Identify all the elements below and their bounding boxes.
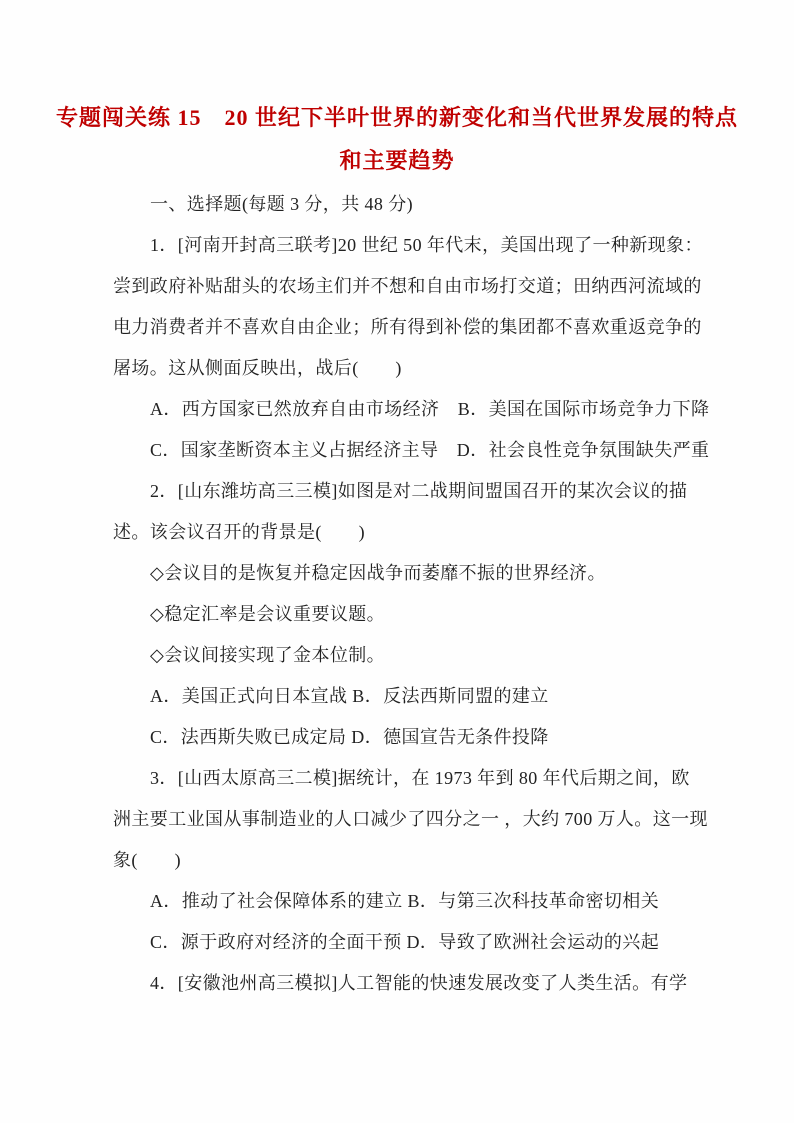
q1-stem-line-4: 屠场。这从侧面反映出，战后( ) [113, 358, 402, 378]
q1-options-cd: C．国家垄断资本主义占据经济主导 D．社会良性竞争氛围缺失严重 [150, 440, 710, 460]
q3-stem-line-1: 3．[山西太原高三二模]据统计，在 1973 年到 80 年代后期之间，欧 [150, 768, 690, 788]
q2-bullet-1: ◇会议目的是恢复并稳定因战争而萎靡不振的世界经济。 [150, 563, 606, 583]
q3-options-ab: A．推动了社会保障体系的建立 B．与第三次科技革命密切相关 [150, 891, 660, 911]
q2-options-ab: A．美国正式向日本宣战 B．反法西斯同盟的建立 [150, 686, 549, 706]
q1-stem-line-1: 1．[河南开封高三联考]20 世纪 50 年代末，美国出现了一种新现象： [150, 235, 703, 255]
q3-stem-line-2: 洲主要工业国从事制造业的人口减少了四分之一 ，大约 700 万人。这一现 [113, 809, 708, 829]
q2-bullet-3: ◇会议间接实现了金本位制。 [150, 645, 386, 665]
q2-stem-line-2: 述。该会议召开的背景是( ) [113, 522, 365, 542]
q2-stem-line-1: 2．[山东潍坊高三三模]如图是对二战期间盟国召开的某次会议的描 [150, 481, 688, 501]
title-line-2: 和主要趋势 [339, 148, 455, 173]
document-title [0, 96, 794, 182]
q1-stem-line-3: 电力消费者并不喜欢自由企业；所有得到补偿的集团都不喜欢重返竞争的 [113, 317, 702, 337]
q1-stem-line-2: 尝到政府补贴甜头的农场主们并不想和自由市场打交道；田纳西河流域的 [113, 276, 702, 296]
q3-options-cd: C．源于政府对经济的全面干预 D．导致了欧洲社会运动的兴起 [150, 932, 660, 952]
q1-options-ab: A．西方国家已然放弃自由市场经济 B．美国在国际市场竞争力下降 [150, 399, 710, 419]
document-body [113, 184, 710, 1004]
q3-stem-line-3: 象( ) [113, 850, 181, 870]
q2-bullet-2: ◇稳定汇率是会议重要议题。 [150, 604, 386, 624]
q4-stem-line-1: 4．[安徽池州高三模拟]人工智能的快速发展改变了人类生活。有学 [150, 973, 688, 993]
q2-options-cd: C．法西斯失败已成定局 D．德国宣告无条件投降 [150, 727, 549, 747]
title-line-1: 专题闯关练 15 20 世纪下半叶世界的新变化和当代世界发展的特点 [55, 105, 738, 130]
section-heading: 一、选择题(每题 3 分，共 48 分) [150, 194, 413, 214]
